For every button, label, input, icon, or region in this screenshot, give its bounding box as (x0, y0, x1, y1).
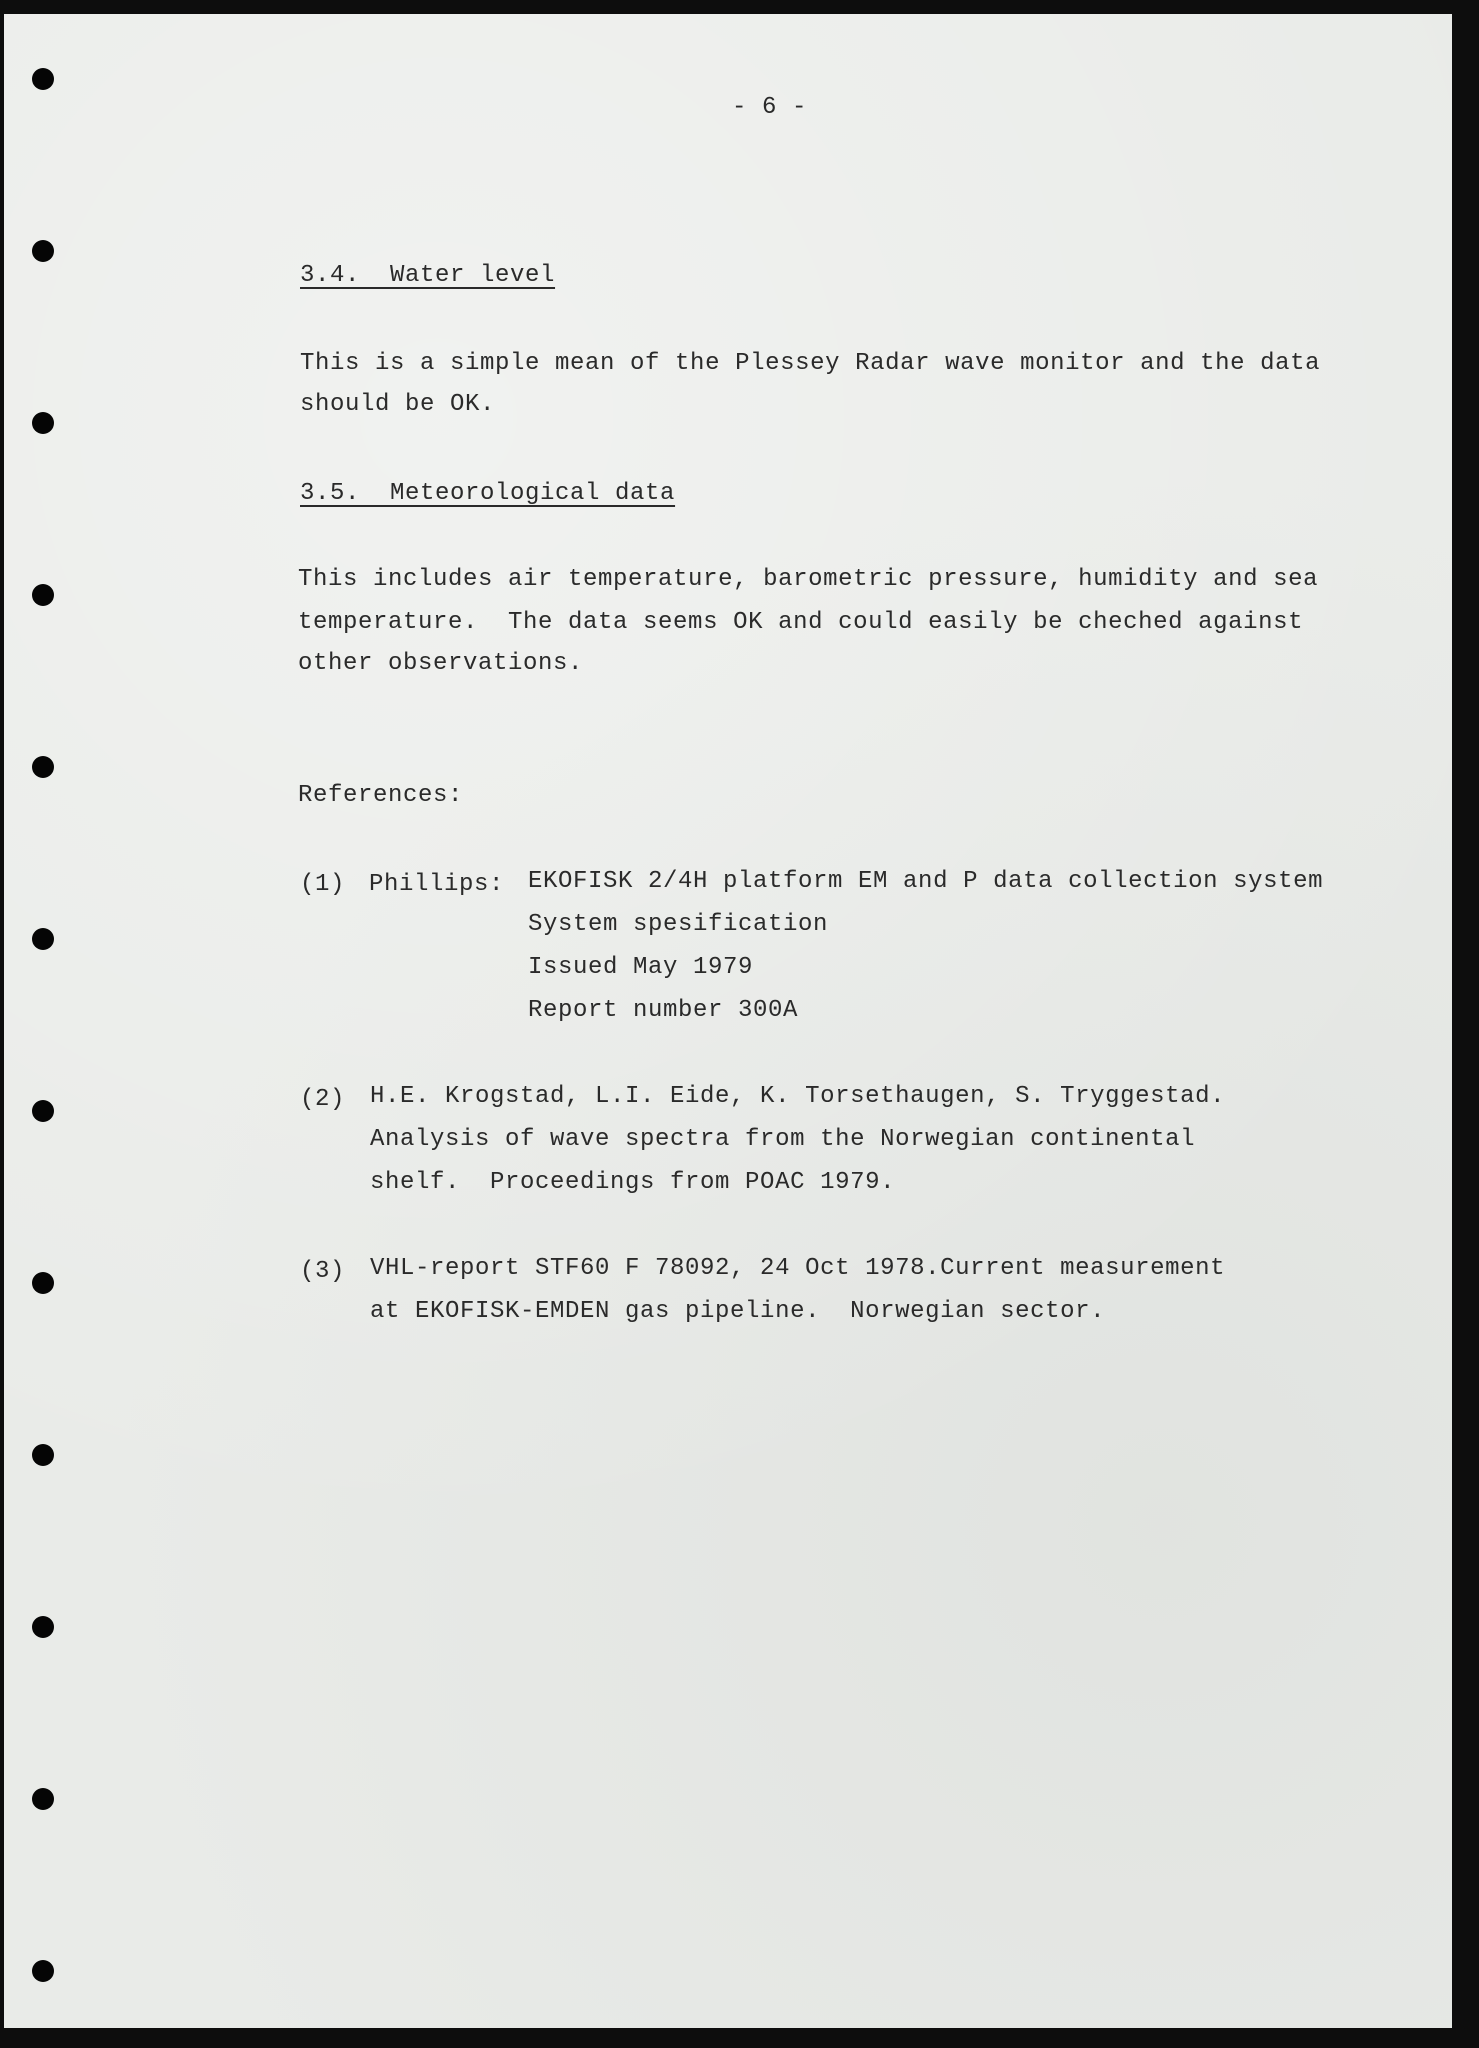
reference-line: EKOFISK 2/4H platform EM and P data collection system (528, 868, 1324, 895)
punch-hole (32, 412, 54, 434)
references-title: References: (298, 782, 464, 809)
punch-hole (32, 1100, 54, 1122)
reference-line: Report number 300A (528, 997, 799, 1024)
reference-line: shelf. Proceedings from POAC 1979. (370, 1169, 896, 1196)
page-number: - 6 - (732, 94, 808, 121)
punch-hole (32, 756, 54, 778)
reference-line: at EKOFISK-EMDEN gas pipeline. Norwegian sector. (370, 1298, 1106, 1325)
reference-line: H.E. Krogstad, L.I. Eide, K. Torsethaugen, S. Tryggestad. (370, 1083, 1226, 1110)
section-body-line: This includes air temperature, barometric pressure, humidity and sea (298, 566, 1319, 593)
punch-hole (32, 584, 54, 606)
punch-hole (32, 928, 54, 950)
reference-number: (3) (300, 1258, 346, 1285)
punch-hole (32, 68, 54, 90)
reference-line: System spesification (528, 911, 829, 938)
punch-hole (32, 1444, 54, 1466)
section-body-line: should be OK. (300, 391, 496, 418)
punch-hole (32, 240, 54, 262)
section-heading-meteorological-data: 3.5. Meteorological data (300, 480, 676, 507)
reference-number: (1) (300, 871, 346, 898)
section-body-line: other observations. (298, 650, 584, 677)
reference-number: (2) (300, 1086, 346, 1113)
reference-line: Analysis of wave spectra from the Norwegian continental (370, 1126, 1196, 1153)
section-heading-water-level: 3.4. Water level (300, 262, 556, 289)
reference-line: Issued May 1979 (528, 954, 754, 981)
section-body-line: temperature. The data seems OK and could easily be cheched against (298, 609, 1304, 636)
reference-line: VHL-report STF60 F 78092, 24 Oct 1978.Current measurement (370, 1255, 1226, 1282)
punch-hole (32, 1960, 54, 1982)
paper-sheet (4, 14, 1452, 2028)
punch-hole (32, 1788, 54, 1810)
punch-hole (32, 1616, 54, 1638)
reference-author: Phillips: (369, 871, 505, 898)
punch-hole (32, 1272, 54, 1294)
section-body-line: This is a simple mean of the Plessey Radar wave monitor and the data (300, 350, 1321, 377)
